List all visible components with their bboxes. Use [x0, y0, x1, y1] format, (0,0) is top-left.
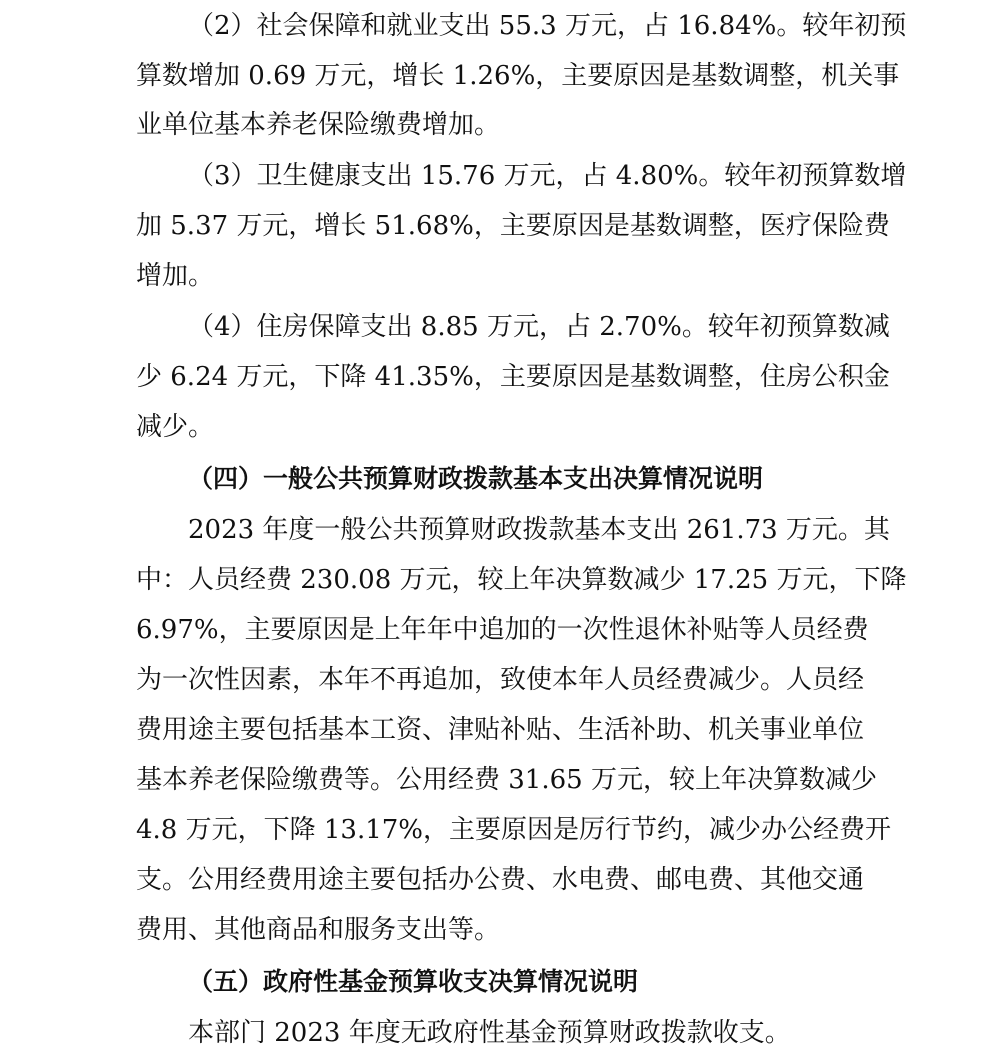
- paragraph-basic-expenditure-line-9: 费用、其他商品和服务支出等。: [136, 915, 501, 945]
- paragraph-social-security-line-1: （2）社会保障和就业支出 55.3 万元，占 16.84%。较年初预: [188, 11, 907, 41]
- paragraph-health-line-2: 加 5.37 万元，增长 51.68%，主要原因是基数调整，医疗保险费: [136, 211, 890, 241]
- paragraph-health-line-1: （3）卫生健康支出 15.76 万元，占 4.80%。较年初预算数增: [188, 161, 907, 191]
- paragraph-government-fund-line-1: 本部门 2023 年度无政府性基金预算财政拨款收支。: [188, 1018, 791, 1048]
- paragraph-housing-line-3: 减少。: [136, 412, 215, 442]
- paragraph-health-line-3: 增加。: [136, 261, 215, 291]
- paragraph-social-security-line-2: 算数增加 0.69 万元，增长 1.26%，主要原因是基数调整，机关事: [136, 61, 900, 91]
- paragraph-housing-line-1: （4）住房保障支出 8.85 万元，占 2.70%。较年初预算数减: [188, 312, 890, 342]
- paragraph-basic-expenditure-line-2: 中：人员经费 230.08 万元，较上年决算数减少 17.25 万元，下降: [136, 565, 907, 595]
- paragraph-basic-expenditure-line-7: 4.8 万元，下降 13.17%，主要原因是厉行节约，减少办公经费开: [136, 815, 892, 845]
- section-heading-government-fund: （五）政府性基金预算收支决算情况说明: [188, 967, 639, 996]
- paragraph-housing-line-2: 少 6.24 万元，下降 41.35%，主要原因是基数调整，住房公积金: [136, 362, 890, 392]
- paragraph-social-security-line-3: 业单位基本养老保险缴费增加。: [136, 110, 501, 140]
- paragraph-basic-expenditure-line-1: 2023 年度一般公共预算财政拨款基本支出 261.73 万元。其: [188, 515, 890, 545]
- paragraph-basic-expenditure-line-5: 费用途主要包括基本工资、津贴补贴、生活补助、机关事业单位: [136, 715, 865, 745]
- paragraph-basic-expenditure-line-3: 6.97%，主要原因是上年年中追加的一次性退休补贴等人员经费: [136, 615, 869, 645]
- paragraph-basic-expenditure-line-4: 为一次性因素，本年不再追加，致使本年人员经费减少。人员经: [136, 665, 865, 695]
- paragraph-basic-expenditure-line-6: 基本养老保险缴费等。公用经费 31.65 万元，较上年决算数减少: [136, 765, 877, 795]
- paragraph-basic-expenditure-line-8: 支。公用经费用途主要包括办公费、水电费、邮电费、其他交通: [136, 865, 865, 895]
- section-heading-basic-expenditure: （四）一般公共预算财政拨款基本支出决算情况说明: [188, 464, 764, 493]
